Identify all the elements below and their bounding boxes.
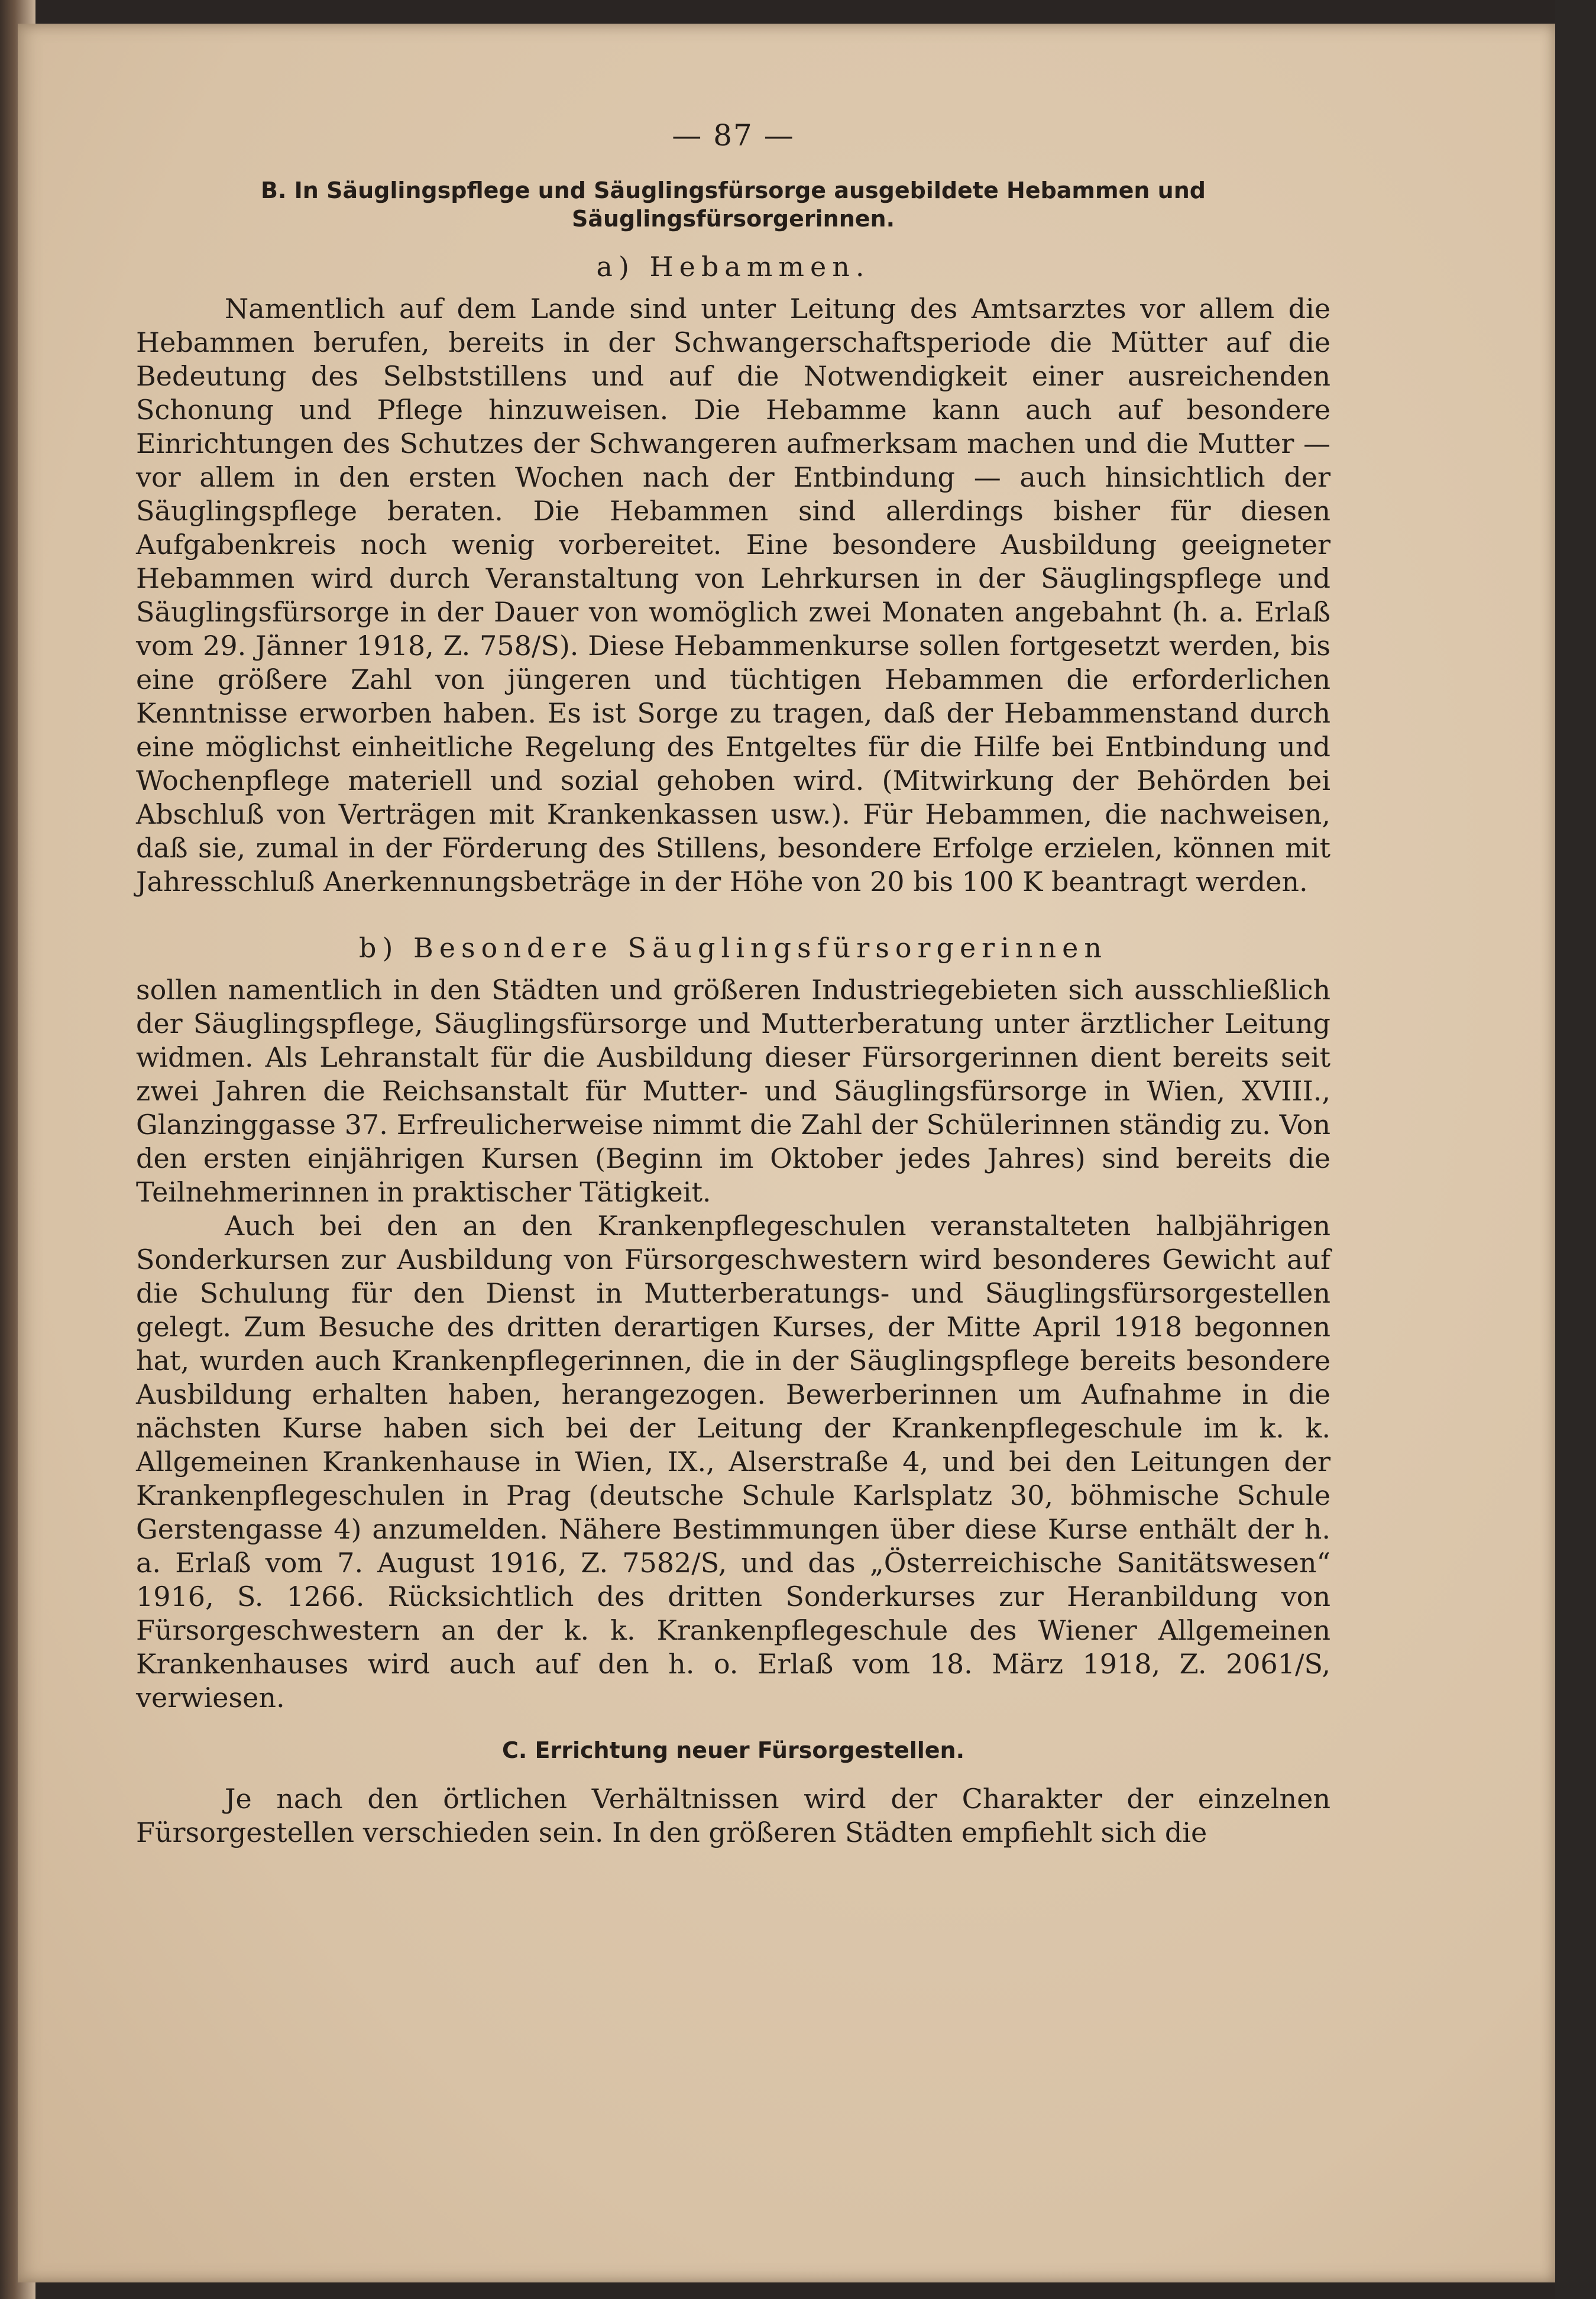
fuersorgerinnen-paragraph-1: sollen namentlich in den Städten und größeren Industriegebieten sich ausschließlich der Säuglingspflege, Säuglingsfürsorge und Mutterberatung unter ärztlicher Leitung widmen. Als Lehranstalt für die Ausbildung dieser Fürsorgerinnen dient bereits seit zwei Jahren die Reichsanstalt für Mutter- und Säuglingsfürsorge in Wien, XVIII., Glanzinggasse 37. Erfreulicherweise nimmt die Zahl der Schülerinnen ständig zu. Von den ersten einjährigen Kursen (Beginn im Oktober jedes Jahres) sind bereits die Teilnehmerinnen in praktischer Tätigkeit. bbox=[136, 974, 1330, 1208]
page-number: — 87 — bbox=[672, 118, 795, 153]
section-c-heading: C. Errichtung neuer Fürsorgestellen. bbox=[501, 1737, 965, 1763]
spacer bbox=[136, 899, 1330, 920]
fuersorgerinnen-paragraph-2: Auch bei den an den Krankenpflegeschulen veranstalteten halbjährigen Sonderkursen zur Ausbildung von Fürsorgeschwestern wird besonderes Gewicht auf die Schulung für den Dienst in Mutterberatungs- und Säuglingsfürsorgestellen gelegt. Zum Besuche des dritten derartigen Kurses, der Mitte April 1918 begonnen hat, wurden auch Krankenpflegerinnen, die in der Säuglingspflege bereits besondere Ausbildung erhalten haben, herangezogen. Bewerberinnen um Aufnahme in die nächsten Kurse haben sich bei der Leitung der Krankenpflegeschule im k. k. Allgemeinen Krankenhause in Wien, IX., Alserstraße 4, und bei den Leitungen der Krankenpflegeschulen in Prag (deutsche Schule Karlsplatz 30, böhmische Schule Gerstengasse 4) anzumelden. Nähere Bestimmungen über diese Kurse enthält der h. a. Erlaß vom 7. August 1916, Z. 7582/S, und das „Österreichische Sanitätswesen“ 1916, S. 1266. Rücksichtlich des dritten Sonderkurses zur Heranbildung von Fürsorgeschwestern an der k. k. Krankenpflegeschule des Wiener Allgemeinen Krankenhauses wird auch auf den h. o. Erlaß vom 18. März 1918, Z. 2061/S, verwiesen. bbox=[136, 1210, 1330, 1714]
section-c-paragraph: Je nach den örtlichen Verhältnissen wird der Charakter der einzelnen Fürsorgestellen verschieden sein. In den größeren Städten empfiehlt sich die bbox=[136, 1783, 1330, 1848]
page-content bbox=[136, 118, 1330, 1850]
section-b-heading: B. In Säuglingspflege und Säuglingsfürsorge ausgebildete Hebammen und Säuglingsfürsorgerinnen. bbox=[261, 177, 1206, 232]
subsection-b-heading: b) Besondere Säuglingsfürsorgerinnen bbox=[359, 932, 1108, 964]
spacer bbox=[136, 1715, 1330, 1736]
scan-background-edge bbox=[1555, 0, 1596, 2299]
hebammen-paragraph: Namentlich auf dem Lande sind unter Leitung des Amtsarztes vor allem die Hebammen berufen, bereits in der Schwangerschaftsperiode die Mütter auf die Bedeutung des Selbststillens und auf die Notwendigkeit einer ausreichenden Schonung und Pflege hinzuweisen. Die Hebamme kann auch auf besondere Einrichtungen des Schutzes der Schwangeren aufmerksam machen und die Mutter — vor allem in den ersten Wochen nach der Entbindung — auch hinsichtlich der Säuglingspflege beraten. Die Hebammen sind allerdings bisher für diesen Aufgabenkreis noch wenig vorbereitet. Eine besondere Ausbildung geeigneter Hebammen wird durch Veranstaltung von Lehrkursen in der Säuglingspflege und Säuglingsfürsorge in der Dauer von womöglich zwei Monaten angebahnt (h. a. Erlaß vom 29. Jänner 1918, Z. 758/S). Diese Hebammenkurse sollen fortgesetzt werden, bis eine größere Zahl von jüngeren und tüchtigen Hebammen die erforderlichen Kenntnisse erworben haben. Es ist Sorge zu tragen, daß der Hebammenstand durch eine möglichst einheitliche Regelung des Entgeltes für die Hilfe bei Entbindung und Wochenpflege materiell und sozial gehoben wird. (Mitwirkung der Behörden bei Abschluß von Verträgen mit Krankenkassen usw.). Für Hebammen, die nachweisen, daß sie, zumal in der Förderung des Stillens, besondere Erfolge erzielen, können mit Jahresschluß Anerkennungsbeträge in der Höhe von 20 bis 100 K beantragt werden. bbox=[136, 293, 1330, 898]
subsection-a-heading: a) Hebammen. bbox=[596, 251, 870, 283]
